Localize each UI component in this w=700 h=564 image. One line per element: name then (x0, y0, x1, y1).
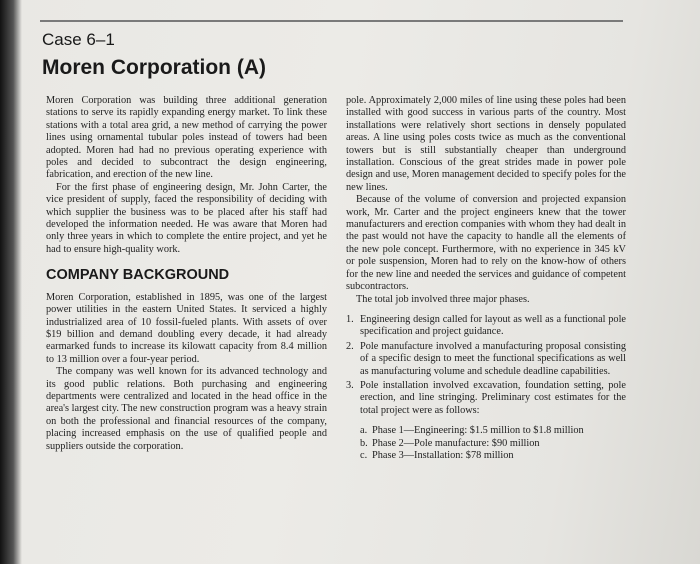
list-letter: a. (360, 425, 368, 437)
list-letter: b. (360, 437, 368, 449)
paragraph: Moren Corporation was building three additional generation stations to serve its rapidly expanding energy market. To link these stations with a total area grid, a new method of carrying the power lines using ornamental tubular poles instead of towers had been adopted. Moren had had no previous operating experience with poles and decided to subcontract the design engineering, fabrication, and erection of the new line. (46, 95, 327, 181)
list-item (346, 341, 626, 378)
list-item (346, 314, 626, 339)
list-text: Phase 2—Pole manufacture: $90 million (372, 437, 540, 449)
page-edge-shadow (0, 0, 22, 564)
list-item (346, 380, 626, 417)
list-item (360, 438, 626, 450)
list-text: Engineering design called for layout as well as a functional pole specification and project guidance. (360, 313, 626, 338)
paragraph: Moren Corporation, established in 1895, was one of the largest power utilities in the eastern United States. It serviced a highly industrialized area of 10 fossil-fueled plants. With assets of over $19 billion and demand doubling every decade, it had already earmarked funds to increase its kilowatt capacity from 8.4 million to 13 million over a four-year period. (46, 291, 327, 365)
paragraph: The total job involved three major phases. (356, 293, 530, 305)
case-title: Moren Corporation (A) (42, 56, 266, 79)
paragraph: pole. Approximately 2,000 miles of line using these poles had been installed with good success in various parts of the country. Most installations were relatively short sections in densely populated areas. A line using poles costs twice as much as the conventional towers but is still substantially cheaper than underground installation. Conscious of the great strides made in power pole design and use, Moren management decided to specify poles for the new lines. (346, 95, 626, 193)
list-text: Pole manufacture involved a manufacturing proposal consisting of a specific design to meet the functional specifications as well as manufacturing volume and schedule deadline capabilities. (360, 340, 626, 377)
list-item (360, 450, 626, 462)
list-number: 2. (346, 340, 354, 352)
list-text: Pole installation involved excavation, foundation setting, pole erection, and line stringing. Preliminary cost estimates for the total project were as follows: (360, 379, 626, 416)
list-item (360, 425, 626, 437)
paragraph: Because of the volume of conversion and projected expansion work, Mr. Carter and the project engineers knew that the tower manufacturers and erection companies with whom they had dealt in the past would not have the capacity to handle all the elements of the new pole concept. Furthermore, with no experience in 345 kV or pole suspension, Moren had to rely on the know-how of others for the new line and needed the services and guidance of competent subcontractors. (346, 194, 626, 293)
list-number: 3. (346, 379, 354, 391)
cost-estimate-list (346, 425, 626, 462)
list-number: 1. (346, 313, 354, 325)
phase-list (346, 314, 626, 417)
paragraph: The company was well known for its advanced technology and its good public relations. Both purchasing and engineering departments were centralized and located in the head office in the area's largest city. The new construction program was a heavy strain on both the professional and financial resources of the company, placing increased emphasis on the use of qualified people and suppliers outside the corporation. (46, 366, 327, 452)
paragraph: For the first phase of engineering design, Mr. John Carter, the vice president of supply, faced the responsibility of deciding with which supplier the business was to be placed after his staff had developed the information needed. He was aware that Moren had only three years in which to complete the entire project, and yet he had to ensure high-quality work. (46, 181, 327, 255)
case-label: Case 6–1 (42, 30, 115, 49)
section-heading: COMPANY BACKGROUND (46, 267, 230, 284)
header-rule (40, 20, 623, 22)
right-column (346, 95, 626, 462)
left-column (46, 95, 327, 453)
list-letter: c. (360, 449, 368, 461)
list-text: Phase 1—Engineering: $1.5 million to $1.8 million (372, 425, 584, 437)
list-text: Phase 3—Installation: $78 million (372, 449, 514, 461)
